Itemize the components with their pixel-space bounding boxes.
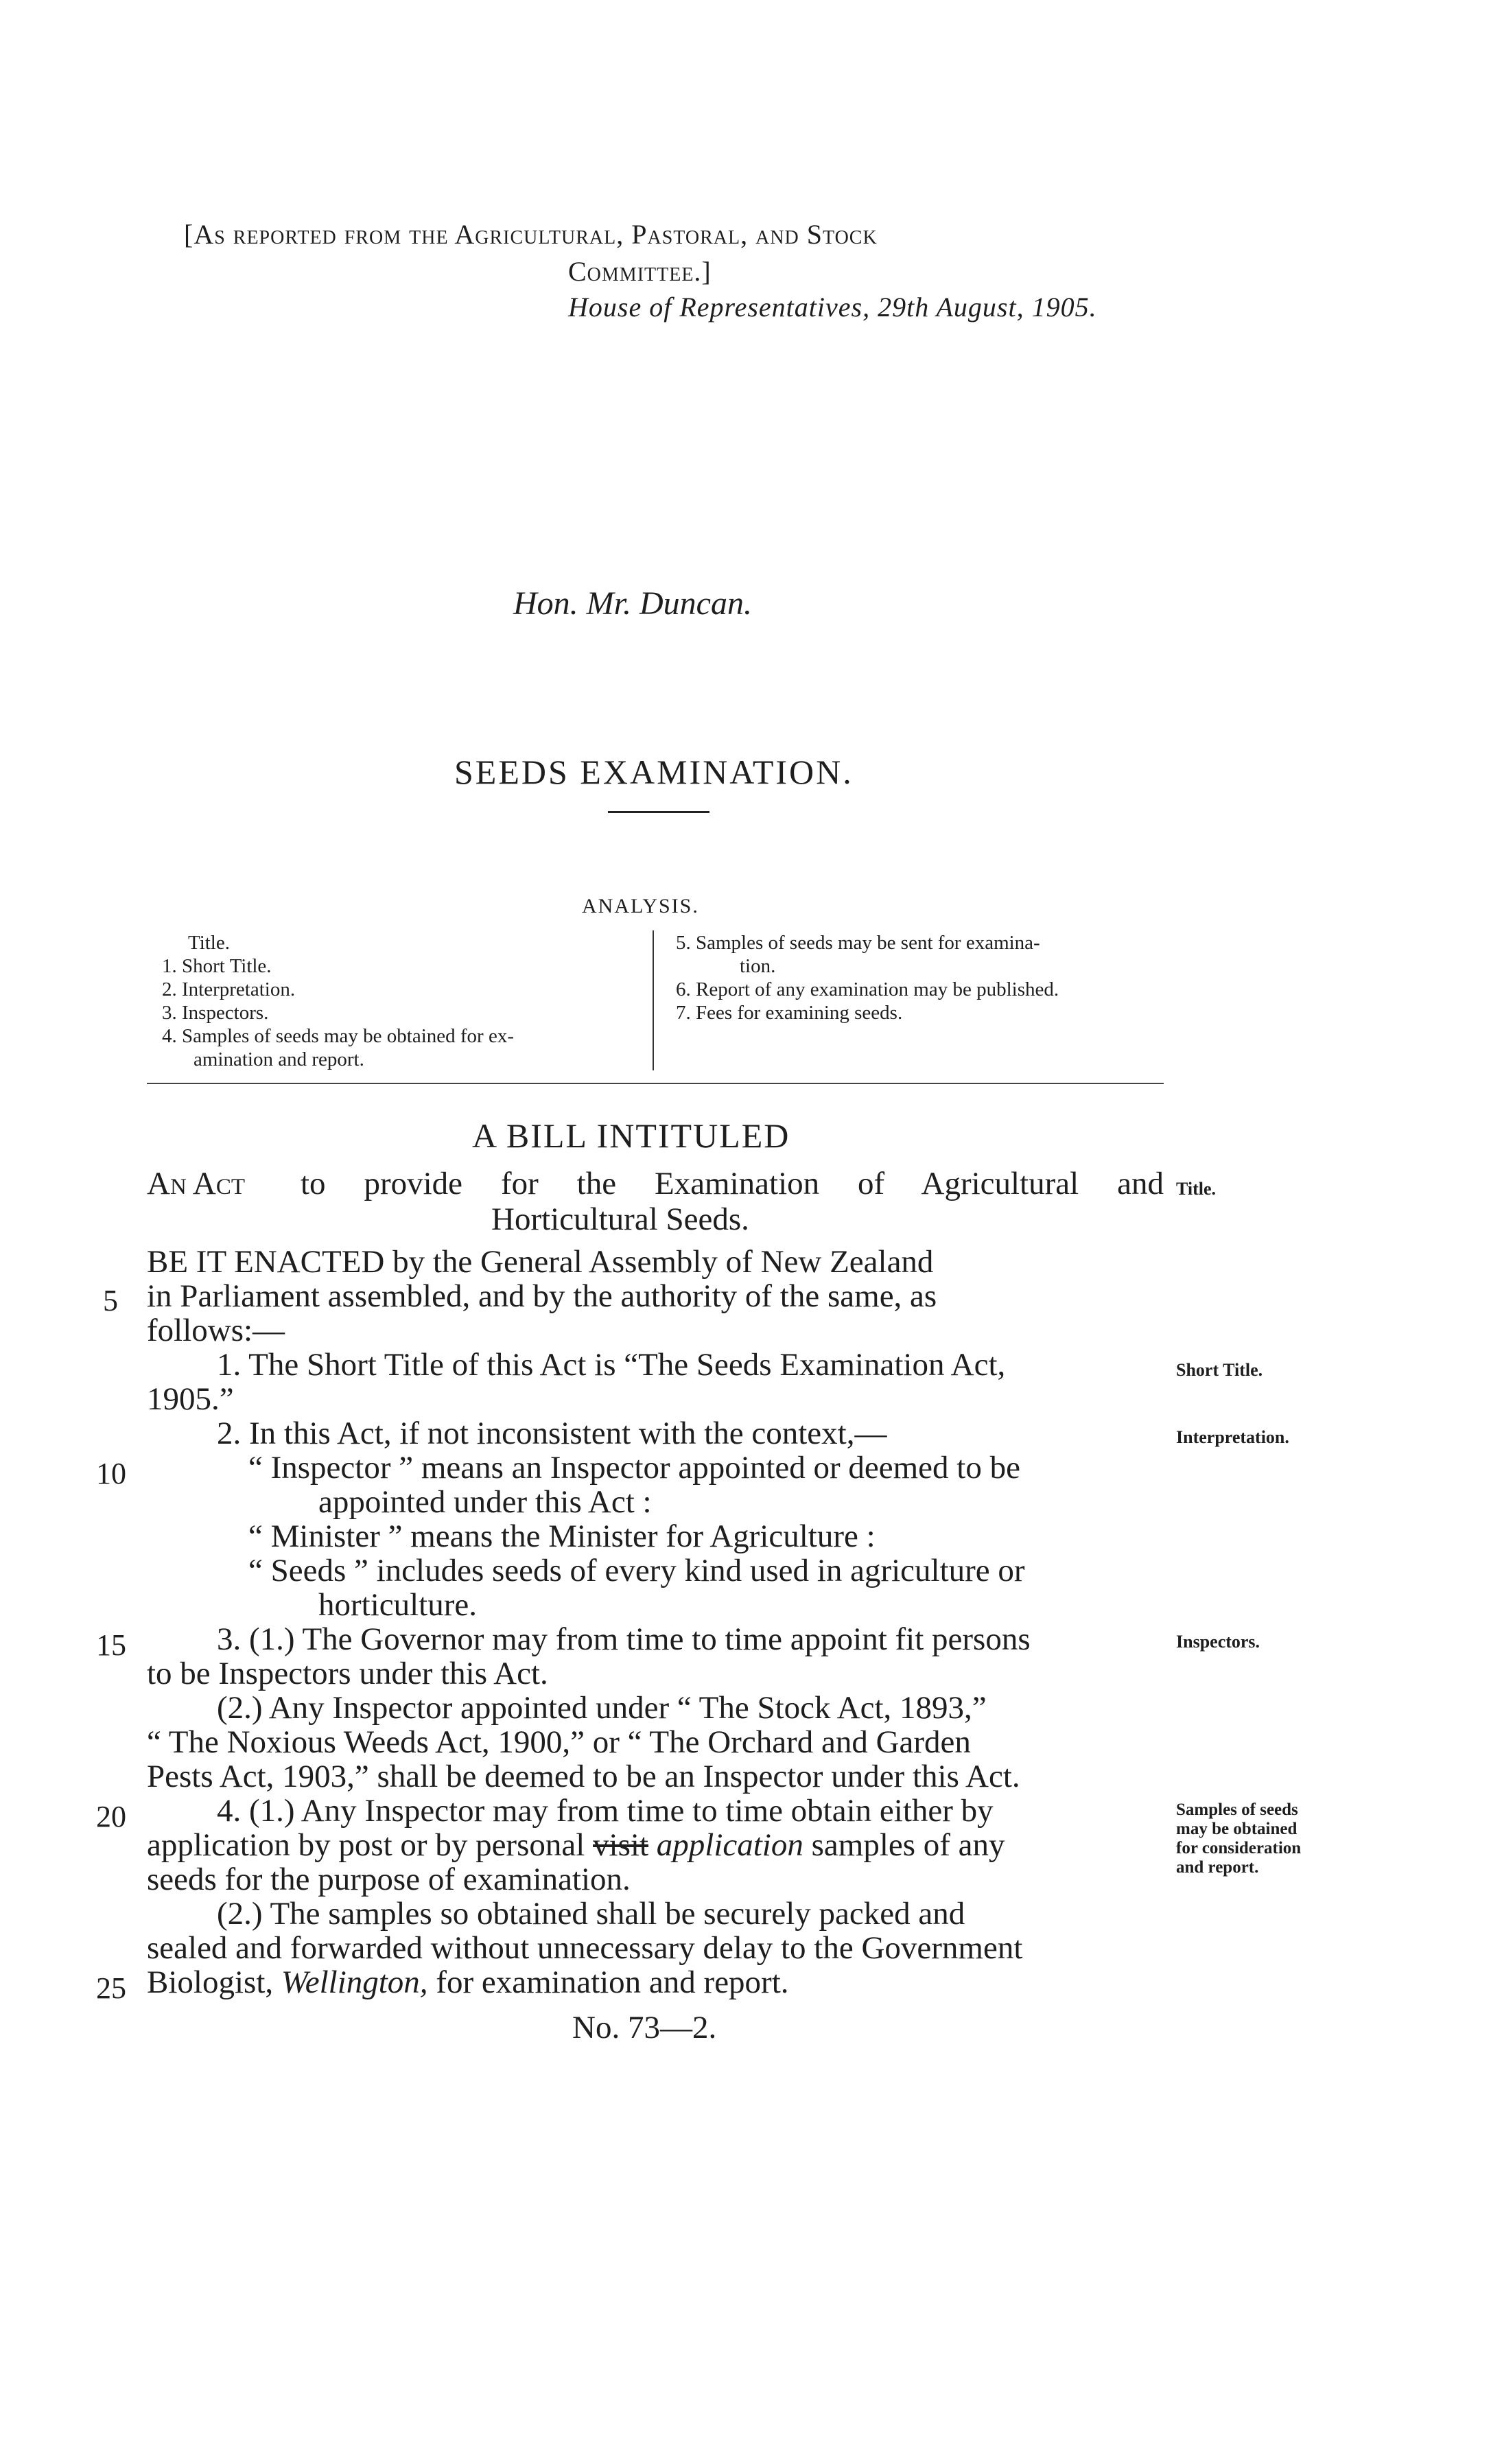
- section-2-line-2: “ Inspector ” means an Inspector appointed or deemed to be: [248, 1450, 1020, 1486]
- sponsor: Hon. Mr. Duncan.: [513, 585, 752, 622]
- margin-note-samples: may be obtained: [1176, 1820, 1298, 1838]
- section-4-text: application by post or by personal: [147, 1827, 585, 1863]
- section-4-line-5: sealed and forwarded without unnecessary delay to the Government: [147, 1930, 1023, 1966]
- analysis-item: Title.: [188, 932, 230, 954]
- analysis-divider: [653, 930, 654, 1070]
- section-4-line-3: seeds for the purpose of examination.: [147, 1862, 631, 1897]
- analysis-item: amination and report.: [193, 1048, 364, 1070]
- analysis-heading: ANALYSIS.: [582, 895, 699, 917]
- margin-note-title: Title.: [1176, 1179, 1217, 1199]
- bill-number: No. 73—2.: [572, 2010, 717, 2045]
- section-4-line-1: 4. (1.) Any Inspector may from time to time obtain either by: [217, 1793, 994, 1829]
- enacting-line-2: in Parliament assembled, and by the authority of the same, as: [147, 1278, 937, 1314]
- enacting-line-1: BE IT ENACTED by the General Assembly of New Zealand: [147, 1244, 934, 1280]
- analysis-item: tion.: [740, 955, 776, 977]
- section-1-line-2: 1905.”: [147, 1381, 234, 1417]
- margin-note-samples: for consideration: [1176, 1839, 1302, 1857]
- section-2-line-3: appointed under this Act :: [318, 1484, 652, 1520]
- section-4-text: for examination and report.: [436, 1964, 789, 2000]
- margin-note-samples: Samples of seeds: [1176, 1800, 1298, 1819]
- bill-intituled: A BILL INTITULED: [472, 1116, 790, 1155]
- section-4-text: Biologist,: [147, 1964, 274, 2000]
- margin-note-inspectors: Inspectors.: [1176, 1632, 1260, 1652]
- margin-note-samples: and report.: [1176, 1858, 1259, 1877]
- line-number: 25: [96, 1971, 126, 2005]
- line-number: 5: [103, 1284, 118, 1317]
- analysis-item: 5. Samples of seeds may be sent for examina-: [676, 932, 1040, 954]
- section-2-line-1: 2. In this Act, if not inconsistent with the context,—: [217, 1416, 887, 1451]
- analysis-item: 6. Report of any examination may be published.: [676, 978, 1059, 1000]
- section-3-line-1: 3. (1.) The Governor may from time to time appoint fit persons: [217, 1621, 1031, 1657]
- act-label: An Act: [147, 1166, 246, 1201]
- enacting-line-3: follows:—: [147, 1313, 285, 1348]
- section-4-line-2: [147, 1827, 1005, 1864]
- section-3-line-2: to be Inspectors under this Act.: [147, 1656, 548, 1691]
- analysis-item: 3. Inspectors.: [162, 1002, 269, 1024]
- analysis-item: 7. Fees for examining seeds.: [676, 1002, 903, 1024]
- analysis-rule: [147, 1083, 1164, 1084]
- section-3-line-4: “ The Noxious Weeds Act, 1900,” or “ The Orchard and Garden: [147, 1724, 971, 1760]
- page-title: SEEDS EXAMINATION.: [454, 753, 854, 791]
- inserted-word: application: [656, 1827, 803, 1863]
- section-2-line-5: “ Seeds ” includes seeds of every kind used in agriculture or: [248, 1553, 1025, 1588]
- header-line-1: [As reported from the Agricultural, Pastoral, and Stock: [184, 219, 878, 250]
- section-4-text: samples of any: [811, 1827, 1005, 1863]
- struck-word: visit: [593, 1827, 649, 1863]
- line-number: 10: [96, 1457, 126, 1490]
- line-number: 15: [96, 1628, 126, 1662]
- margin-note-interpretation: Interpretation.: [1176, 1427, 1289, 1447]
- analysis-item: 4. Samples of seeds may be obtained for ex-: [162, 1025, 514, 1047]
- analysis-item: 1. Short Title.: [162, 955, 272, 977]
- section-4-line-6: [147, 1964, 789, 2001]
- section-2-line-4: “ Minister ” means the Minister for Agriculture :: [248, 1518, 876, 1554]
- section-2-line-6: horticulture.: [318, 1587, 478, 1623]
- margin-note-short-title: Short Title.: [1176, 1360, 1263, 1380]
- analysis-item: 2. Interpretation.: [162, 978, 296, 1000]
- section-3-line-5: Pests Act, 1903,” shall be deemed to be an Inspector under this Act.: [147, 1759, 1020, 1794]
- place-name: Wellington,: [281, 1964, 428, 2000]
- header-date: House of Representatives, 29th August, 1905.: [568, 292, 1097, 322]
- header-line-2: Committee.]: [568, 256, 712, 287]
- section-3-line-3: (2.) Any Inspector appointed under “ The Stock Act, 1893,”: [217, 1690, 987, 1726]
- section-1-line-1: 1. The Short Title of this Act is “The Seeds Examination Act,: [217, 1347, 1006, 1383]
- long-title-line-2: Horticultural Seeds.: [491, 1201, 749, 1237]
- title-rule: [608, 811, 709, 813]
- long-title-line-1: to provide for the Examination of Agricultural and: [301, 1166, 1164, 1201]
- section-4-line-4: (2.) The samples so obtained shall be securely packed and: [217, 1896, 965, 1932]
- line-number: 20: [96, 1800, 126, 1833]
